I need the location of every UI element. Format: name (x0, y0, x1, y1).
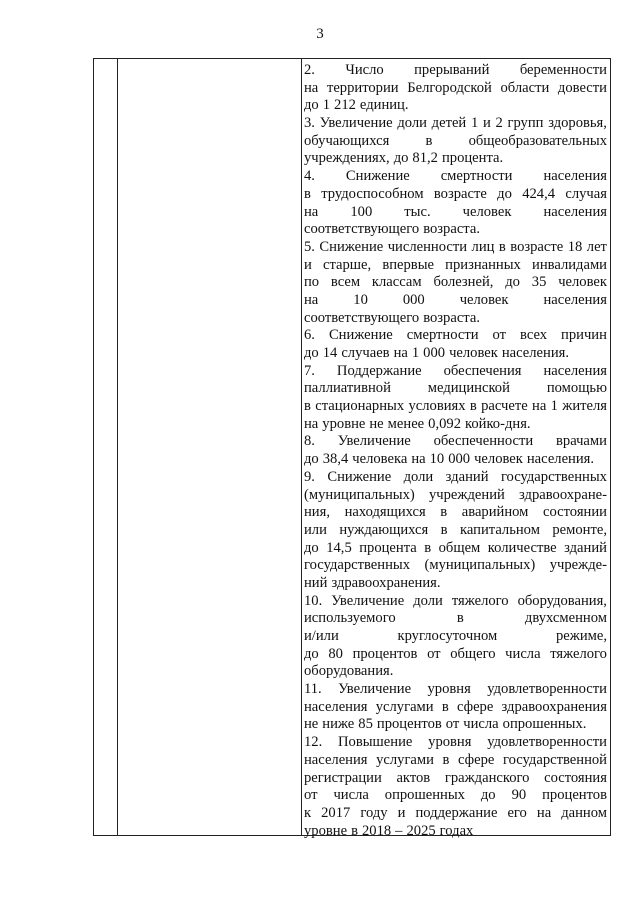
target-item-line: на 100 тыс. человек населения (304, 203, 607, 220)
target-item-line: и/или круглосуточном режиме, (304, 628, 607, 644)
target-item (304, 469, 607, 593)
target-item-line: 3. Увеличение доли детей 1 и 2 групп здоровья, (304, 115, 607, 132)
target-item-line: до 80 процентов от общего числа тяжелого (304, 645, 607, 662)
column-divider (117, 59, 118, 835)
target-item-line: 5. Снижение численности лиц в возрасте 18 лет (304, 238, 607, 255)
column-divider (301, 59, 302, 835)
target-item-line: используемого в двухсменном (304, 610, 607, 627)
target-item-line: соответствующего возраста. (304, 309, 480, 326)
target-item-line: регистрации актов гражданского состояния (304, 769, 607, 786)
target-item (304, 363, 607, 434)
target-item-line: паллиативной медицинской помощью (304, 380, 607, 397)
target-item-line: 4. Снижение смертности населения (304, 168, 607, 185)
target-item-line: не ниже 85 процентов от числа опрошенных. (304, 716, 587, 733)
target-item-line: ний здравоохранения. (304, 574, 441, 591)
target-item-line: ния, находящихся в аварийном состоянии (304, 504, 607, 521)
target-item-line: 9. Снижение доли зданий государственных (304, 468, 607, 485)
target-item-line: 8. Увеличение обеспеченности врачами (304, 433, 607, 450)
target-item (304, 433, 607, 468)
target-item-line: или нуждающихся в капитальном ремонте, (304, 521, 607, 538)
target-item-line: учреждениях, до 81,2 процента. (304, 150, 504, 167)
target-item-line: 6. Снижение смертности от всех причин (304, 327, 607, 344)
target-item (304, 239, 607, 327)
target-item (304, 734, 607, 840)
target-item-line: в стационарных условиях в расчете на 1 жителя (304, 398, 607, 415)
target-item-line: и старше, впервые признанных инвалидами (304, 256, 607, 273)
target-item-line: 12. Повышение уровня удовлетворенности (304, 734, 607, 751)
target-item-line: на территории Белгородской области довести (304, 79, 607, 96)
targets-table (93, 58, 611, 839)
target-item-line: до 14 случаев на 1 000 человек населения. (304, 345, 570, 361)
target-item-line: обучающихся в общеобразовательных (304, 132, 607, 149)
target-item-line: по всем классам болезней, до 35 человек (304, 274, 607, 291)
target-item (304, 115, 607, 168)
target-item-line: до 38,4 человека на 10 000 человек населения. (304, 451, 595, 468)
target-item-line: до 1 212 единиц. (304, 97, 409, 114)
target-item-line: населения услугами в сфере государственной (304, 751, 607, 768)
targets-cell (304, 62, 607, 840)
target-item-line: 11. Увеличение уровня удовлетворенности (304, 681, 607, 698)
target-item-line: уровне в 2018 – 2025 годах (304, 822, 474, 839)
target-item (304, 168, 607, 239)
target-item (304, 593, 607, 681)
page-number: 3 (316, 26, 324, 42)
target-item-line: государственных (муниципальных) учрежде- (304, 557, 607, 574)
target-item-line: (муниципальных) учреждений здравоохране- (304, 486, 607, 503)
target-item-line: на уровне не менее 0,092 койко-дня. (304, 415, 531, 432)
target-item-line: 7. Поддержание обеспечения населения (304, 362, 607, 379)
target-item-line: 2. Число прерываний беременности (304, 62, 607, 78)
target-item-line: на 10 000 человек населения (304, 291, 607, 308)
target-item-line: соответствующего возраста. (304, 221, 480, 238)
target-item-line: оборудования. (304, 663, 394, 680)
target-item (304, 62, 607, 115)
target-item-line: в трудоспособном возрасте до 424,4 случая (304, 185, 607, 202)
target-item (304, 327, 607, 362)
target-item-line: до 14,5 процента в общем количестве зданий (304, 539, 607, 556)
target-item-line: населения услугами в сфере здравоохранения (304, 698, 607, 715)
target-item (304, 681, 607, 734)
target-item-line: к 2017 году и поддержание его на данном (304, 804, 607, 821)
target-item-line: 10. Увеличение доли тяжелого оборудования, (304, 592, 607, 609)
target-item-line: от числа опрошенных до 90 процентов (304, 787, 607, 804)
